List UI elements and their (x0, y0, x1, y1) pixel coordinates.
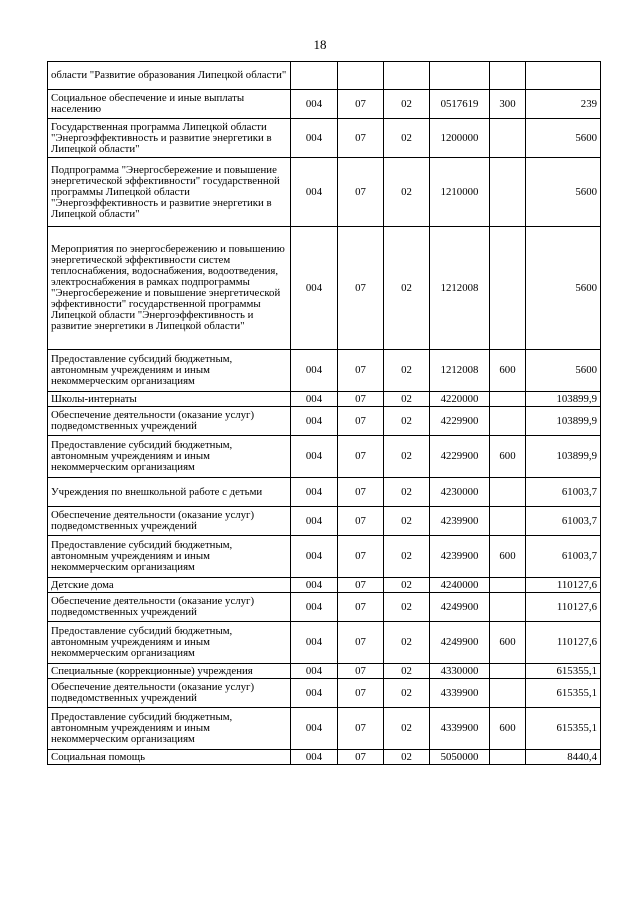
amount: 110127,6 (526, 593, 601, 622)
expense-type-code: 600 (490, 436, 526, 478)
amount: 61003,7 (526, 536, 601, 578)
target-article-code: 1212008 (430, 227, 490, 350)
amount: 103899,9 (526, 392, 601, 407)
section-code: 07 (338, 578, 384, 593)
expense-type-code (490, 392, 526, 407)
subsection-code: 02 (384, 350, 430, 392)
row-name: Обеспечение деятельности (оказание услуг) подведомственных учреждений (48, 593, 291, 622)
expense-type-code (490, 158, 526, 227)
section-code: 07 (338, 436, 384, 478)
target-article-code: 1200000 (430, 119, 490, 158)
row-name: Детские дома (48, 578, 291, 593)
table-row (48, 750, 601, 765)
subsection-code: 02 (384, 708, 430, 750)
amount: 61003,7 (526, 478, 601, 507)
expense-type-code (490, 507, 526, 536)
row-name: Обеспечение деятельности (оказание услуг) подведомственных учреждений (48, 507, 291, 536)
expense-type-code (490, 679, 526, 708)
table-row (48, 90, 601, 119)
section-code: 07 (338, 750, 384, 765)
amount: 110127,6 (526, 578, 601, 593)
ved-code: 004 (291, 622, 338, 664)
table-row (48, 62, 601, 90)
amount: 239 (526, 90, 601, 119)
table-row (48, 507, 601, 536)
table-row (48, 593, 601, 622)
expense-type-code (490, 227, 526, 350)
expense-type-code (490, 578, 526, 593)
budget-table-body (48, 62, 601, 765)
table-row (48, 407, 601, 436)
target-article-code: 4220000 (430, 392, 490, 407)
subsection-code: 02 (384, 622, 430, 664)
subsection-code (384, 62, 430, 90)
subsection-code: 02 (384, 578, 430, 593)
target-article-code: 4339900 (430, 679, 490, 708)
ved-code: 004 (291, 119, 338, 158)
row-name: Государственная программа Липецкой области "Энергоэффективность и развитие энергетики в Липецкой области" (48, 119, 291, 158)
row-name: Мероприятия по энергосбережению и повышению энергетической эффективности систем теплоснабжения, водоснабжения, водоотведения, электроснабжения в рамках подпрограммы "Энергосбережение и повышение энергетической эффективности" государственной программы Липецкой области "Энергоэффективность и развитие энергетики в Липецкой области" (48, 227, 291, 350)
row-name: Подпрограмма "Энергосбережение и повышение энергетической эффективности" государственной программы Липецкой области "Энергоэффективность и развитие энергетики в Липецкой области" (48, 158, 291, 227)
table-row (48, 227, 601, 350)
expense-type-code (490, 664, 526, 679)
ved-code: 004 (291, 436, 338, 478)
section-code: 07 (338, 478, 384, 507)
ved-code: 004 (291, 350, 338, 392)
section-code: 07 (338, 536, 384, 578)
budget-table (47, 61, 601, 765)
ved-code: 004 (291, 593, 338, 622)
expense-type-code: 300 (490, 90, 526, 119)
table-row (48, 664, 601, 679)
row-name: Учреждения по внешкольной работе с детьми (48, 478, 291, 507)
row-name: Специальные (коррекционные) учреждения (48, 664, 291, 679)
section-code: 07 (338, 664, 384, 679)
target-article-code: 4339900 (430, 708, 490, 750)
subsection-code: 02 (384, 750, 430, 765)
amount: 5600 (526, 350, 601, 392)
ved-code: 004 (291, 679, 338, 708)
amount: 615355,1 (526, 708, 601, 750)
ved-code: 004 (291, 578, 338, 593)
expense-type-code (490, 62, 526, 90)
section-code: 07 (338, 119, 384, 158)
expense-type-code (490, 119, 526, 158)
expense-type-code (490, 478, 526, 507)
amount: 8440,4 (526, 750, 601, 765)
table-row (48, 392, 601, 407)
subsection-code: 02 (384, 119, 430, 158)
section-code (338, 62, 384, 90)
target-article-code: 4240000 (430, 578, 490, 593)
ved-code (291, 62, 338, 90)
ved-code: 004 (291, 158, 338, 227)
target-article-code: 4239900 (430, 536, 490, 578)
amount: 61003,7 (526, 507, 601, 536)
target-article-code (430, 62, 490, 90)
target-article-code: 4229900 (430, 436, 490, 478)
target-article-code: 4239900 (430, 507, 490, 536)
table-row (48, 578, 601, 593)
subsection-code: 02 (384, 158, 430, 227)
subsection-code: 02 (384, 227, 430, 350)
subsection-code: 02 (384, 478, 430, 507)
subsection-code: 02 (384, 436, 430, 478)
table-row (48, 436, 601, 478)
subsection-code: 02 (384, 90, 430, 119)
ved-code: 004 (291, 664, 338, 679)
subsection-code: 02 (384, 507, 430, 536)
subsection-code: 02 (384, 664, 430, 679)
section-code: 07 (338, 227, 384, 350)
section-code: 07 (338, 350, 384, 392)
expense-type-code: 600 (490, 622, 526, 664)
section-code: 07 (338, 90, 384, 119)
target-article-code: 4249900 (430, 622, 490, 664)
ved-code: 004 (291, 478, 338, 507)
row-name: Обеспечение деятельности (оказание услуг) подведомственных учреждений (48, 679, 291, 708)
section-code: 07 (338, 407, 384, 436)
subsection-code: 02 (384, 536, 430, 578)
target-article-code: 1210000 (430, 158, 490, 227)
table-row (48, 622, 601, 664)
target-article-code: 1212008 (430, 350, 490, 392)
expense-type-code (490, 407, 526, 436)
target-article-code: 5050000 (430, 750, 490, 765)
row-name: Обеспечение деятельности (оказание услуг) подведомственных учреждений (48, 407, 291, 436)
table-row (48, 679, 601, 708)
amount (526, 62, 601, 90)
page-number: 18 (313, 37, 327, 52)
section-code: 07 (338, 507, 384, 536)
row-name: Школы-интернаты (48, 392, 291, 407)
table-row (48, 119, 601, 158)
table-row (48, 708, 601, 750)
amount: 615355,1 (526, 679, 601, 708)
row-name: Социальное обеспечение и иные выплаты населению (48, 90, 291, 119)
subsection-code: 02 (384, 407, 430, 436)
section-code: 07 (338, 593, 384, 622)
row-name: Предоставление субсидий бюджетным, автономным учреждениям и иным некоммерческим организациям (48, 622, 291, 664)
amount: 615355,1 (526, 664, 601, 679)
expense-type-code (490, 593, 526, 622)
table-row (48, 158, 601, 227)
ved-code: 004 (291, 507, 338, 536)
ved-code: 004 (291, 407, 338, 436)
table-row (48, 478, 601, 507)
amount: 110127,6 (526, 622, 601, 664)
table-row (48, 536, 601, 578)
amount: 5600 (526, 119, 601, 158)
target-article-code: 4249900 (430, 593, 490, 622)
amount: 5600 (526, 227, 601, 350)
expense-type-code: 600 (490, 350, 526, 392)
target-article-code: 0517619 (430, 90, 490, 119)
subsection-code: 02 (384, 392, 430, 407)
amount: 103899,9 (526, 436, 601, 478)
row-name: области "Развитие образования Липецкой области" (48, 62, 291, 90)
section-code: 07 (338, 679, 384, 708)
ved-code: 004 (291, 227, 338, 350)
row-name: Предоставление субсидий бюджетным, автономным учреждениям и иным некоммерческим организациям (48, 350, 291, 392)
ved-code: 004 (291, 392, 338, 407)
target-article-code: 4330000 (430, 664, 490, 679)
ved-code: 004 (291, 750, 338, 765)
ved-code: 004 (291, 90, 338, 119)
expense-type-code (490, 750, 526, 765)
table-row (48, 350, 601, 392)
section-code: 07 (338, 392, 384, 407)
row-name: Предоставление субсидий бюджетным, автономным учреждениям и иным некоммерческим организациям (48, 436, 291, 478)
amount: 5600 (526, 158, 601, 227)
target-article-code: 4230000 (430, 478, 490, 507)
section-code: 07 (338, 158, 384, 227)
ved-code: 004 (291, 536, 338, 578)
expense-type-code: 600 (490, 708, 526, 750)
row-name: Предоставление субсидий бюджетным, автономным учреждениям и иным некоммерческим организациям (48, 708, 291, 750)
row-name: Предоставление субсидий бюджетным, автономным учреждениям и иным некоммерческим организациям (48, 536, 291, 578)
target-article-code: 4229900 (430, 407, 490, 436)
subsection-code: 02 (384, 593, 430, 622)
subsection-code: 02 (384, 679, 430, 708)
row-name: Социальная помощь (48, 750, 291, 765)
section-code: 07 (338, 708, 384, 750)
section-code: 07 (338, 622, 384, 664)
ved-code: 004 (291, 708, 338, 750)
amount: 103899,9 (526, 407, 601, 436)
expense-type-code: 600 (490, 536, 526, 578)
